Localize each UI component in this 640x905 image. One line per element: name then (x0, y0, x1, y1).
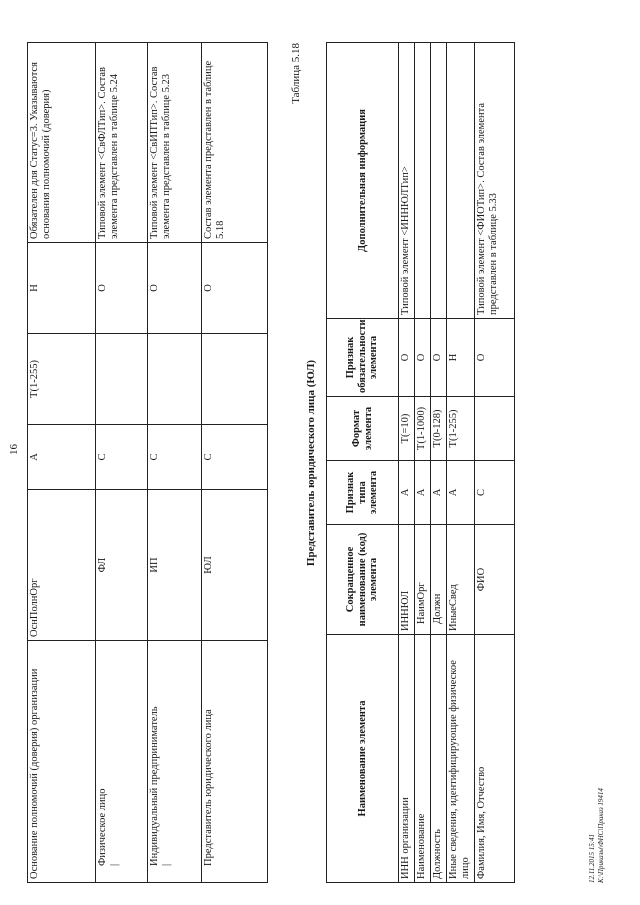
header-info: Дополнительная информация (327, 43, 399, 319)
element-format: T(1-1000) (415, 397, 431, 461)
element-type: С (96, 425, 148, 490)
element-type: А (415, 461, 431, 525)
element-code: ФЛ (96, 490, 148, 641)
element-required: О (148, 243, 202, 334)
element-format (96, 334, 148, 425)
header-required: Признак обязательности элемента (327, 319, 399, 397)
element-required: О (399, 319, 415, 397)
element-type: С (202, 425, 268, 490)
file-stamp (588, 788, 606, 883)
element-info (431, 43, 447, 319)
header-code: Сокращенное наименование (код) элемента (327, 525, 399, 635)
element-type: А (447, 461, 475, 525)
element-format (148, 334, 202, 425)
element-name: Должность (431, 635, 447, 883)
element-code: ИП (148, 490, 202, 641)
element-info: Типовой элемент <ИННЮЛТип> (399, 43, 415, 319)
element-name (148, 641, 202, 883)
element-code: ИныеСвед (447, 525, 475, 635)
stamp-date: 12.11.2015 15:41 (588, 833, 596, 883)
element-name (96, 641, 148, 883)
table-title: Представитель юридического лица (ЮЛ) (305, 359, 317, 567)
element-type: А (431, 461, 447, 525)
row-marker: | (160, 863, 172, 866)
element-code: ЮЛ (202, 490, 268, 641)
element-code: ОснПолнОрг (28, 490, 96, 641)
element-format: T(1-255) (447, 397, 475, 461)
element-name: Иные сведения, идентифицирующие физическое лицо (447, 635, 475, 883)
element-info: Типовой элемент <СвИПТип>. Состав элемента представлен в таблице 5.23 (148, 43, 202, 243)
element-name-text: Индивидуальный предприниматель (149, 706, 160, 866)
page-number: 16 (8, 444, 20, 455)
table-row (96, 43, 148, 883)
continuation-table (27, 42, 268, 883)
table-row (202, 43, 268, 883)
element-code: ИННЮЛ (399, 525, 415, 635)
header-type: Признак типа элемента (327, 461, 399, 525)
element-type: А (28, 425, 96, 490)
element-code: Должн (431, 525, 447, 635)
table-row (415, 43, 431, 883)
table-row (28, 43, 96, 883)
element-code: ФИО (475, 525, 515, 635)
table-row (431, 43, 447, 883)
element-info: Обязателен для Статус=3. Указываются основания полномочий (доверия) (28, 43, 96, 243)
element-info: Типовой элемент <ФИОТип>. Состав элемента представлен в таблице 5.33 (475, 43, 515, 319)
element-format: T(1-255) (28, 334, 96, 425)
element-info (415, 43, 431, 319)
element-format (475, 397, 515, 461)
element-required: О (475, 319, 515, 397)
element-info (447, 43, 475, 319)
element-format: T(=10) (399, 397, 415, 461)
representative-table (326, 42, 515, 883)
table-caption: Таблица 5.18 (290, 43, 302, 104)
element-code: НаимОрг (415, 525, 431, 635)
element-required: О (415, 319, 431, 397)
element-required: О (431, 319, 447, 397)
element-info: Типовой элемент <СвФЛТип>. Состав элемента представлен в таблице 5.24 (96, 43, 148, 243)
element-info: Состав элемента представлен в таблице 5.18 (202, 43, 268, 243)
element-name: Основание полномочий (доверия) организации (28, 641, 96, 883)
header-name: Наименование элемента (327, 635, 399, 883)
element-name: Фамилия, Имя, Отчество (475, 635, 515, 883)
table-row (148, 43, 202, 883)
element-name: ИНН организации (399, 635, 415, 883)
element-required: О (96, 243, 148, 334)
table-row (447, 43, 475, 883)
element-format: T(0-128) (431, 397, 447, 461)
header-format: Формат элемента (327, 397, 399, 461)
stamp-path: К:\Приказы\ФНС\Приказ 19414 (596, 788, 605, 883)
element-required: О (202, 243, 268, 334)
element-required: Н (28, 243, 96, 334)
element-type: С (148, 425, 202, 490)
element-name: Наименование (415, 635, 431, 883)
row-marker: | (108, 863, 120, 866)
element-type: А (399, 461, 415, 525)
table-row (475, 43, 515, 883)
element-name-text: Физическое лицо (97, 788, 108, 866)
element-required: Н (447, 319, 475, 397)
table-row (399, 43, 415, 883)
element-format (202, 334, 268, 425)
element-type: С (475, 461, 515, 525)
element-name: Представитель юридического лица (202, 641, 268, 883)
header-row (327, 43, 399, 883)
